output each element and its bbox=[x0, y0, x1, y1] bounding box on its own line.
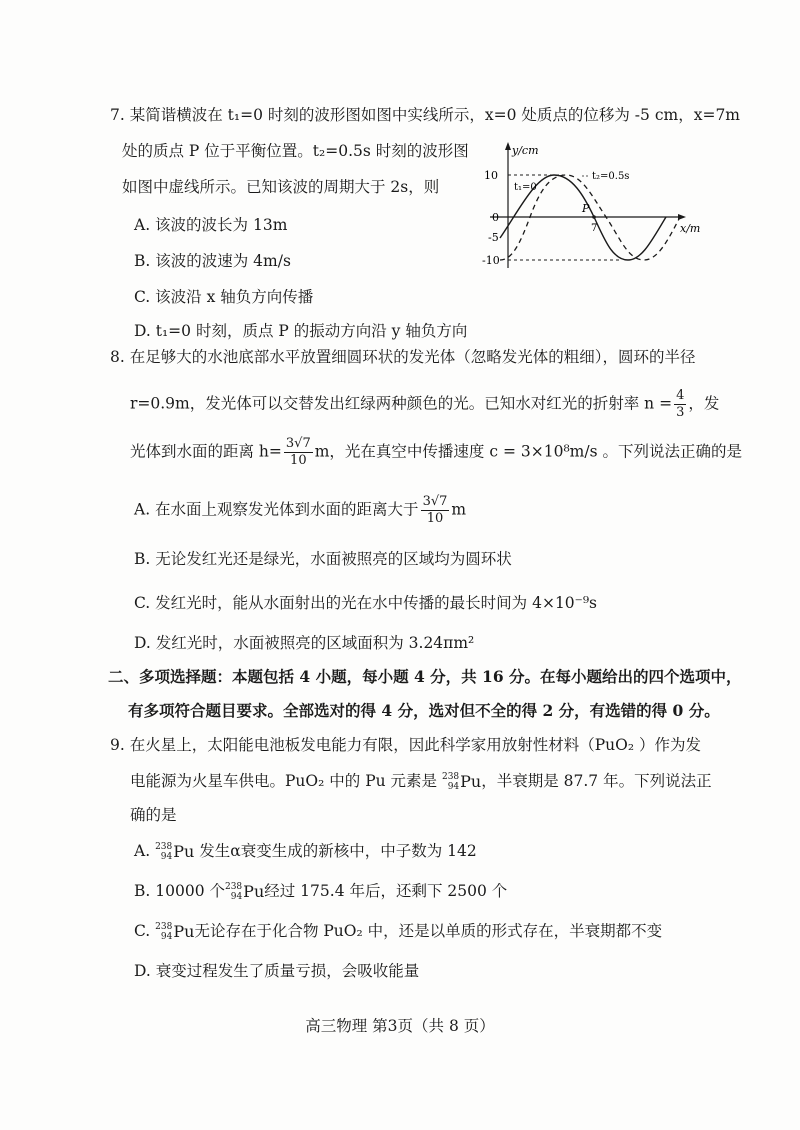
q7-option-a: A. 该波的波长为 13m bbox=[134, 216, 288, 234]
section2-heading-line2: 有多项符合题目要求。全部选对的得 4 分，选对但不全的得 2 分，有选错的得 0 分。 bbox=[128, 701, 720, 720]
q7-stem-line3: 如图中虚线所示。已知该波的周期大于 2s，则 bbox=[122, 178, 440, 196]
q9-stem-line2-text: 电能源为火星车供电。PuO₂ 中的 Pu 元素是 bbox=[130, 772, 438, 790]
q7-stem-line2: 处的质点 P 位于平衡位置。t₂=0.5s 时刻的波形图 bbox=[122, 142, 469, 160]
pu-c-symbol: Pu bbox=[173, 922, 195, 941]
pu-nuclide-a bbox=[155, 841, 194, 863]
label-t1: t₁=0 bbox=[514, 182, 537, 193]
pu-c-mass: 238 bbox=[155, 922, 173, 932]
page-footer: 高三物理 第3页（共 8 页） bbox=[305, 1017, 495, 1035]
pu-atomic-number: 94 bbox=[447, 782, 460, 792]
section2-heading-line1: 二、多项选择题：本题包括 4 小题，每小题 4 分，共 16 分。在每小题给出的四个选项中， bbox=[108, 667, 742, 686]
x-axis-label: x/m bbox=[680, 222, 700, 235]
q9-stem-line3: 确的是 bbox=[130, 806, 177, 824]
q9-option-a bbox=[134, 840, 477, 863]
q8-stem-line2 bbox=[130, 388, 719, 421]
q8-option-c: C. 发红光时，能从水面射出的光在水中传播的最长时间为 4×10⁻⁹s bbox=[134, 594, 598, 612]
q9-option-b-text: 经过 175.4 年后，还剩下 2500 个 bbox=[264, 882, 508, 900]
q8-option-b: B. 无论发红光还是绿光，水面被照亮的区域均为圆环状 bbox=[134, 550, 512, 568]
q9-option-b-label: B. 10000 个 bbox=[134, 882, 225, 900]
q9-stem-line1: 9. 在火星上，太阳能电池板发电能力有限，因此科学家用放射性材料（PuO₂ ）作为发 bbox=[110, 736, 701, 754]
tick-7: 7 bbox=[591, 223, 598, 234]
pu-mass-number: 238 bbox=[441, 772, 460, 782]
q8-option-a-unit: m bbox=[451, 500, 467, 519]
pu-symbol: Pu bbox=[460, 772, 482, 791]
h-numerator: 3√7 bbox=[285, 436, 311, 451]
q9-option-c-text: 无论存在于化合物 PuO₂ 中，还是以单质的形式存在，半衰期都不变 bbox=[194, 922, 663, 940]
q7-option-d: D. t₁=0 时刻，质点 P 的振动方向沿 y 轴负方向 bbox=[134, 322, 468, 340]
y-axis-label: y/cm bbox=[512, 144, 539, 157]
q9-option-c bbox=[134, 920, 662, 943]
q9-stem-line2 bbox=[130, 770, 712, 793]
q7-option-b: B. 该波的波速为 4m/s bbox=[134, 252, 291, 270]
q8-stem-line3-text: 光体到水面的距离 h= bbox=[130, 442, 282, 461]
q7-stem-line1: 7. 某简谐横波在 t₁=0 时刻的波形图如图中实线所示，x=0 处质点的位移为 -5 cm，x=7m bbox=[110, 106, 740, 124]
q8-stem-line3 bbox=[130, 436, 742, 469]
q8-stem-line1: 8. 在足够大的水池底部水平放置细圆环状的发光体（忽略发光体的粗细），圆环的半径 bbox=[110, 348, 696, 366]
pu-a-symbol: Pu bbox=[173, 842, 195, 861]
q8-option-a-denominator: 10 bbox=[426, 511, 444, 526]
tick-0: 0 bbox=[492, 211, 499, 224]
q9-option-d: D. 衰变过程发生了质量亏损，会吸收能量 bbox=[134, 962, 420, 980]
q9-option-b bbox=[134, 880, 507, 903]
pu-c-charge: 94 bbox=[160, 932, 173, 942]
tick-10: 10 bbox=[484, 169, 498, 182]
q8-option-a bbox=[134, 494, 466, 527]
tick-m10: -10 bbox=[482, 254, 500, 267]
n-fraction bbox=[674, 388, 686, 421]
n-denominator: 3 bbox=[676, 405, 685, 420]
q9-stem-line2-tail: ，半衰期是 87.7 年。下列说法正 bbox=[481, 772, 712, 790]
q8-stem-line3-tail: m，光在真空中传播速度 c = 3×10⁸m/s 。下列说法正确的是 bbox=[314, 442, 742, 461]
wave-figure bbox=[470, 140, 700, 290]
pu-a-mass: 238 bbox=[155, 842, 173, 852]
q8-option-d: D. 发红光时，水面被照亮的区域面积为 3.24πm² bbox=[134, 634, 475, 652]
q7-option-c: C. 该波沿 x 轴负方向传播 bbox=[134, 288, 314, 306]
q8-option-a-fraction bbox=[421, 494, 450, 527]
q9-option-a-label: A. bbox=[134, 842, 151, 860]
y-axis-arrow bbox=[505, 142, 511, 150]
q9-option-c-label: C. bbox=[134, 922, 151, 940]
h-denominator: 10 bbox=[290, 453, 307, 468]
pu-nuclide-c bbox=[155, 921, 194, 943]
pu-nuclide-b bbox=[225, 881, 264, 903]
pu-b-charge: 94 bbox=[230, 892, 243, 902]
pu-b-symbol: Pu bbox=[243, 882, 265, 901]
q9-option-a-text: 发生α衰变生成的新核中，中子数为 142 bbox=[199, 842, 477, 860]
pu-b-mass: 238 bbox=[224, 882, 243, 892]
q8-stem-line2-tail: ，发 bbox=[688, 394, 720, 413]
pu-a-charge: 94 bbox=[160, 852, 173, 862]
q8-stem-line2-text: r=0.9m，发光体可以交替发出红绿两种颜色的光。已知水对红光的折射率 n = bbox=[130, 394, 673, 413]
q8-option-a-numerator: 3√7 bbox=[422, 494, 448, 509]
point-p bbox=[592, 215, 596, 219]
pu-nuclide bbox=[442, 771, 481, 793]
q8-option-a-text: A. 在水面上观察发光体到水面的距离大于 bbox=[134, 500, 419, 519]
label-t2: t₂=0.5s bbox=[592, 171, 630, 182]
label-p: P bbox=[582, 202, 590, 215]
n-numerator: 4 bbox=[676, 388, 685, 403]
tick-m5: -5 bbox=[488, 231, 499, 244]
h-fraction bbox=[284, 436, 313, 469]
